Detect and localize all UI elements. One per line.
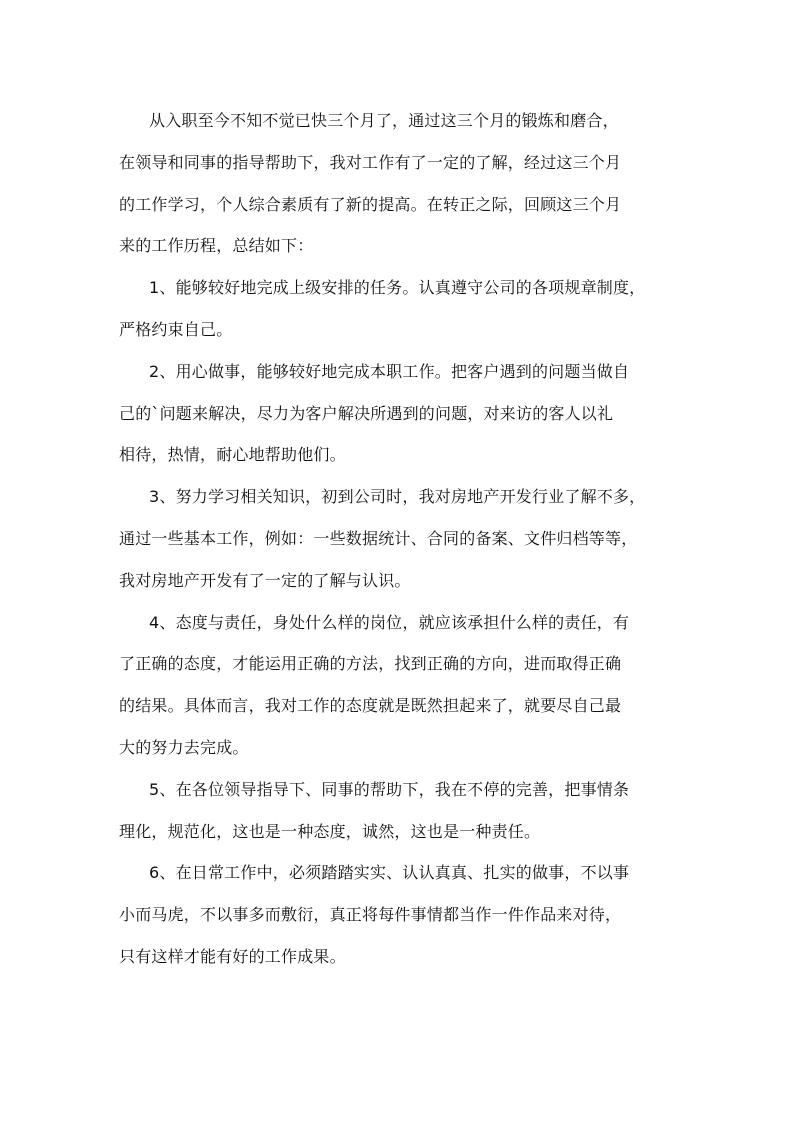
item-4-line-4: 大的努力去完成。 [119,737,249,757]
item-1-line-1: 1、能够较好地完成上级安排的任务。认真遵守公司的各项规章制度， [149,278,646,298]
item-4-line-3: 的结果。具体而言，我对工作的态度就是既然担起来了，就要尽自己最 [119,696,622,716]
item-4-line-2: 了正确的态度，才能运用正确的方法，找到正确的方向，进而取得正确 [119,654,622,674]
item-3-line-3: 我对房地产开发有了一定的了解与认识。 [119,570,411,590]
item-6-line-3: 只有这样才能有好的工作成果。 [119,946,346,966]
item-3-line-2: 通过一些基本工作，例如：一些数据统计、合同的备案、文件归档等等， [119,528,638,548]
paragraph-intro-line-1: 从入职至今不知不觉已快三个月了，通过这三个月的锻炼和磨合， [149,111,619,130]
item-5-line-1: 5、在各位领导指导下、同事的帮助下，我在不停的完善，把事情条 [149,779,630,799]
item-3-line-1: 3、努力学习相关知识，初到公司时，我对房地产开发行业了解不多， [149,487,646,507]
item-2-line-2: 己的`问题来解决，尽力为客户解决所遇到的问题，对来访的客人以礼 [119,403,614,423]
item-1-line-2: 严格约束自己。 [119,319,233,339]
item-4-line-1: 4、态度与责任，身处什么样的岗位，就应该承担什么样的责任，有 [149,612,630,632]
paragraph-intro-line-2: 在领导和同事的指导帮助下，我对工作有了一定的了解，经过这三个月 [119,152,622,172]
item-2-line-1: 2、用心做事，能够较好地完成本职工作。把客户遇到的问题当做自 [149,361,630,381]
item-2-line-3: 相待，热情，耐心地帮助他们。 [119,445,346,465]
item-6-line-1: 6、在日常工作中，必须踏踏实实、认认真真、扎实的做事，不以事 [149,863,630,883]
document-body [119,100,677,978]
item-5-line-2: 理化，规范化，这也是一种态度，诚然，这也是一种责任。 [119,821,541,841]
paragraph-intro-line-4: 来的工作历程，总结如下： [119,236,314,256]
item-6-line-2: 小而马虎，不以事多而敷衍，真正将每件事情都当作一件作品来对待， [119,905,622,925]
paragraph-intro-line-3: 的工作学习，个人综合素质有了新的提高。在转正之际，回顾这三个月 [119,194,622,214]
